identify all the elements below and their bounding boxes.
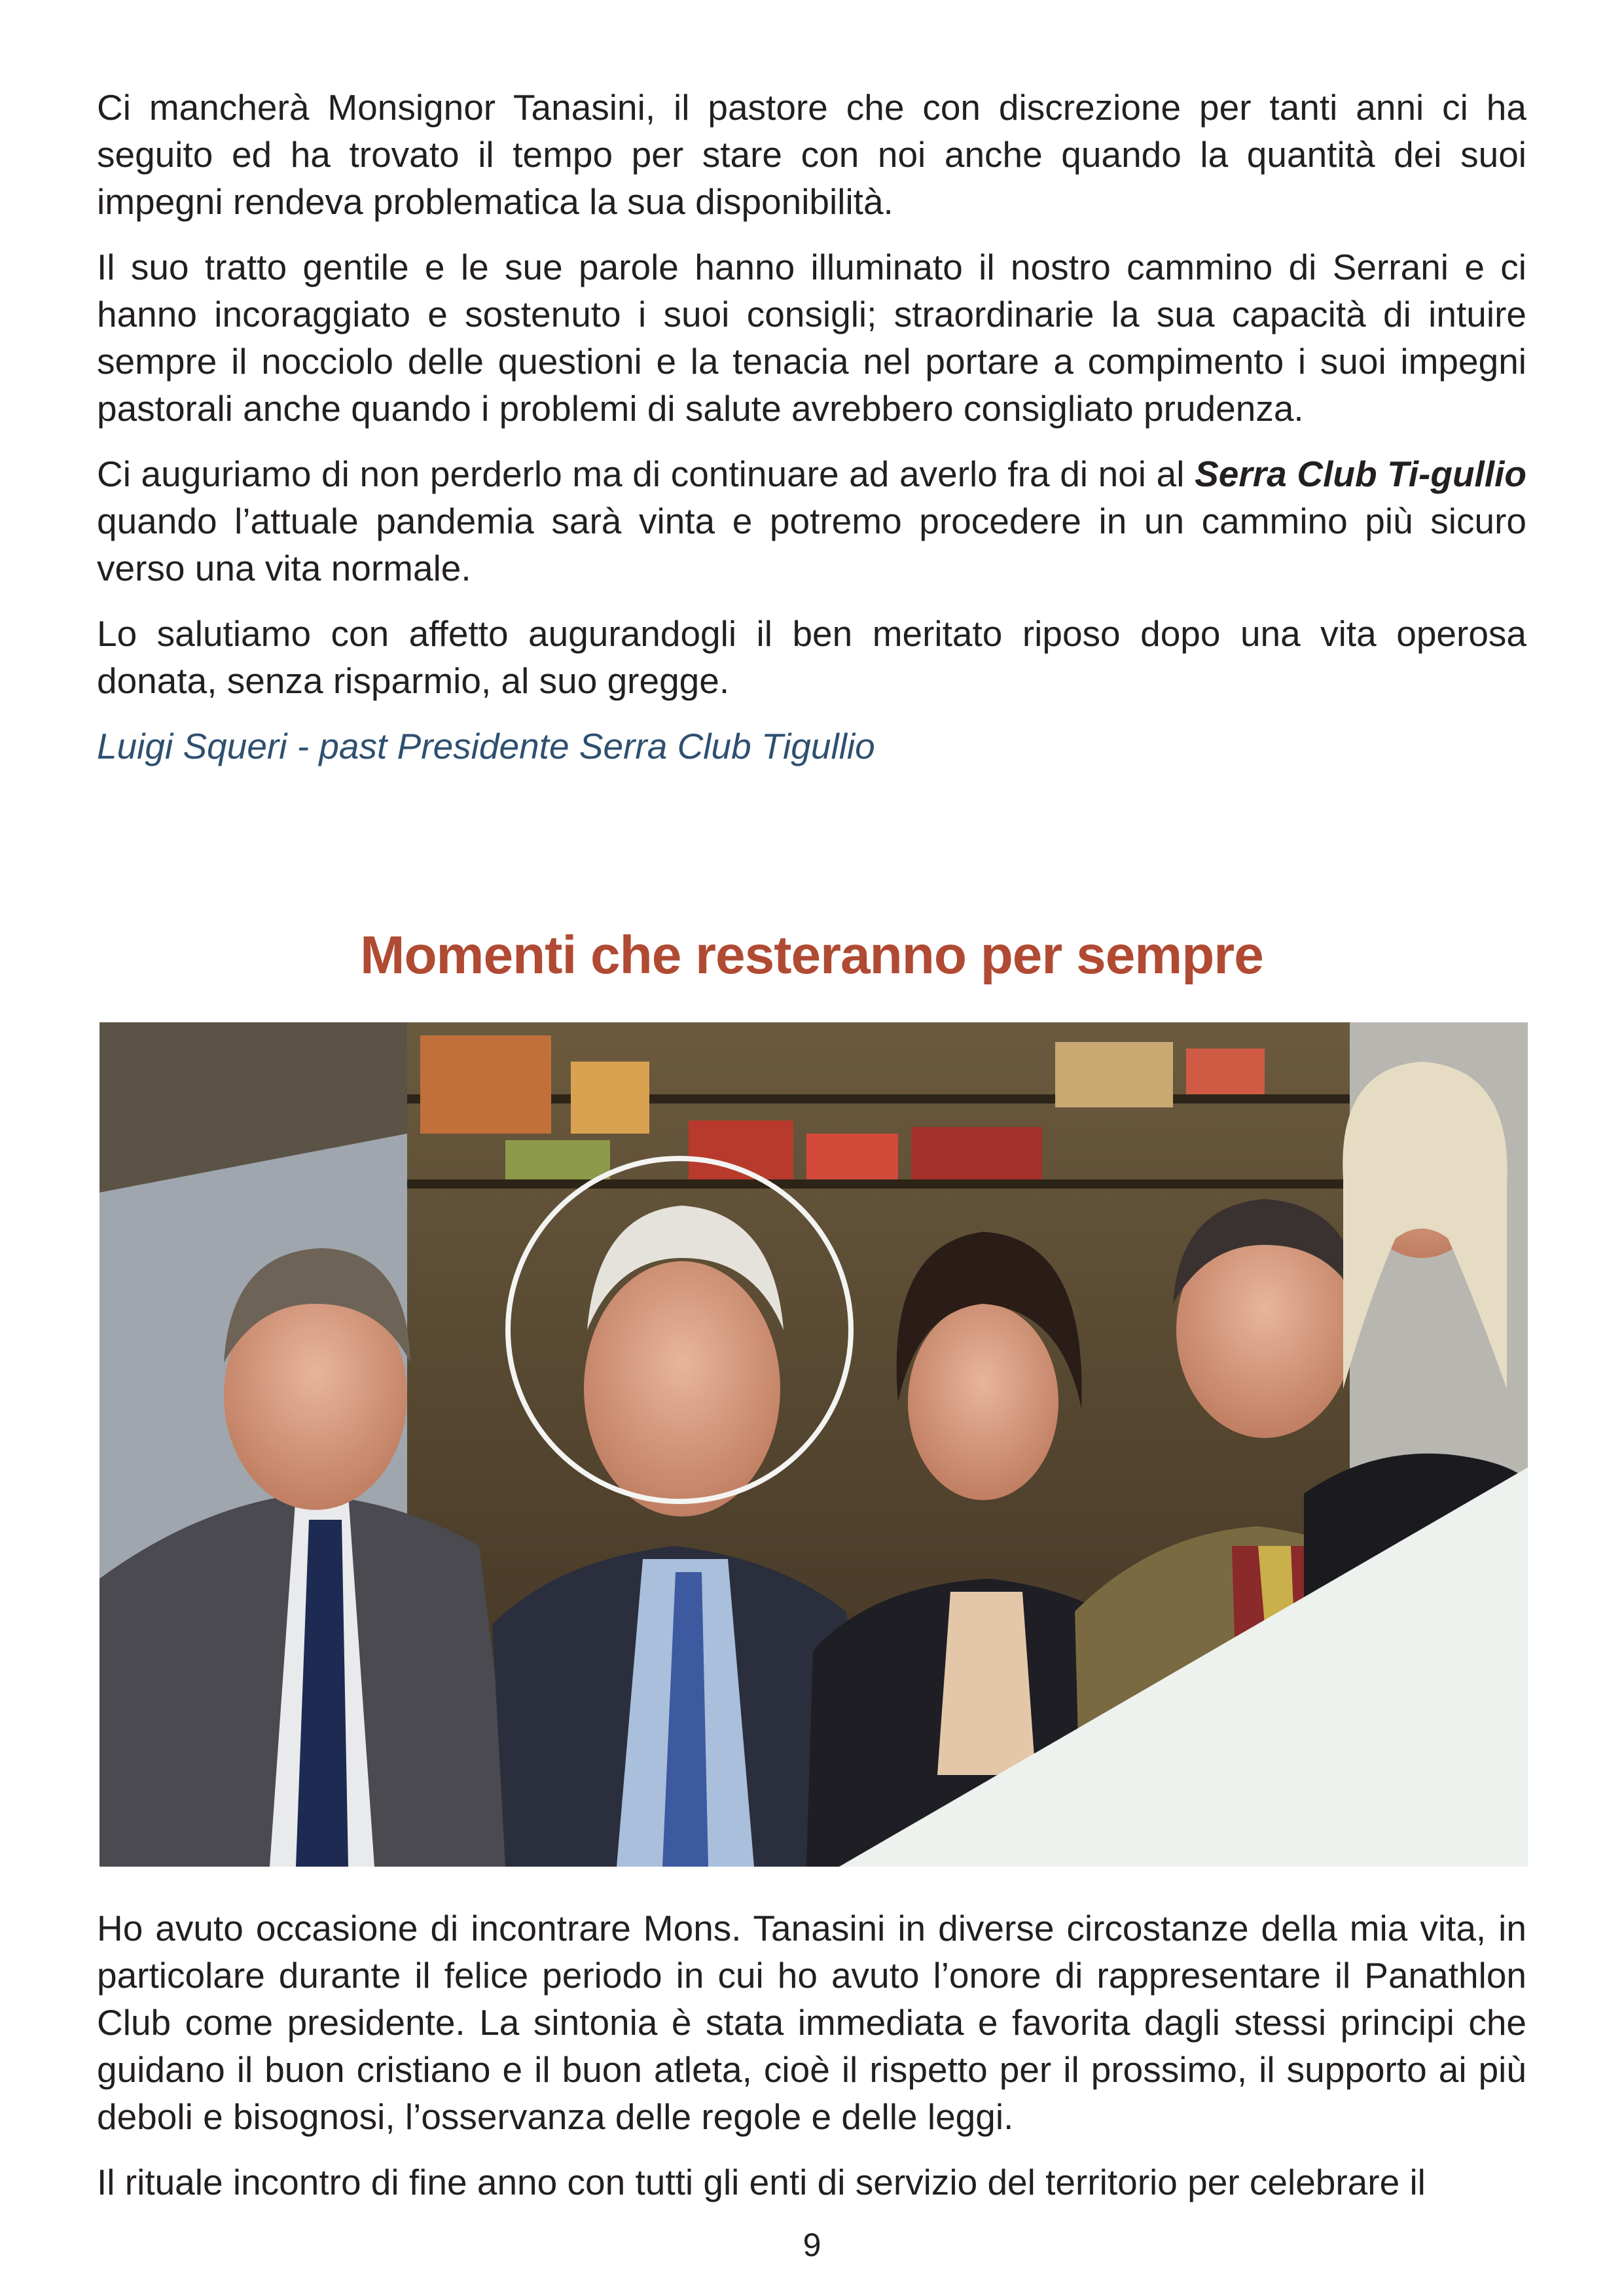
group-photo-illustration <box>99 1022 1528 1867</box>
paragraph-4: Lo salutiamo con affetto augurandogli il ben meritato riposo dopo una vita operosa donata, senza risparmio, al suo gregge. <box>97 613 1526 701</box>
serra-club-name: Serra Club Ti-gullio <box>1195 454 1526 494</box>
article-top <box>97 84 1526 770</box>
paragraph-3 <box>97 450 1526 592</box>
group-photo <box>99 1022 1528 1867</box>
paragraph-3-part-1: Ci auguriamo di non perderlo ma di continuare ad averlo fra di noi al <box>97 454 1195 494</box>
paragraph-2: Il suo tratto gentile e le sue parole hanno illuminato il nostro cammino di Serrani e ci hanno incoraggiato e sostenuto i suoi consigli; straordinarie la sua capacità di intuire sempre il nocciolo delle questioni e la tenacia nel portare a compimento i suoi impegni pastorali anche quando i problemi di salute avrebbero consigliato prudenza. <box>97 247 1526 429</box>
paragraph-3-part-2: quando l’attuale pandemia sarà vinta e potremo procedere in un cammino più sicuro verso una vita normale. <box>97 501 1526 588</box>
article-bottom <box>97 1905 1526 2224</box>
author-signature: Luigi Squeri - past Presidente Serra Club Tigullio <box>97 726 875 766</box>
page-number: 9 <box>803 2227 821 2263</box>
paragraph-5: Ho avuto occasione di incontrare Mons. Tanasini in diverse circostanze della mia vita, in particolare durante il felice periodo in cui ho avuto l’onore di rappresentare il Panathlon Club come presidente. La sintonia è stata immediata e favorita dagli stessi principi che guidano il buon cristiano e il buon atleta, cioè il rispetto per il prossimo, il supporto ai più deboli e bisognosi, l’osservanza delle regole e delle leggi. <box>97 1908 1526 2137</box>
paragraph-6: Il rituale incontro di fine anno con tutti gli enti di servizio del territorio per celebrare il <box>97 2162 1426 2202</box>
section-heading: Momenti che resteranno per sempre <box>360 925 1263 985</box>
paragraph-1: Ci mancherà Monsignor Tanasini, il pastore che con discrezione per tanti anni ci ha seguito ed ha trovato il tempo per stare con noi anche quando la quantità dei suoi impegni rendeva problematica la sua disponibilità. <box>97 87 1526 222</box>
